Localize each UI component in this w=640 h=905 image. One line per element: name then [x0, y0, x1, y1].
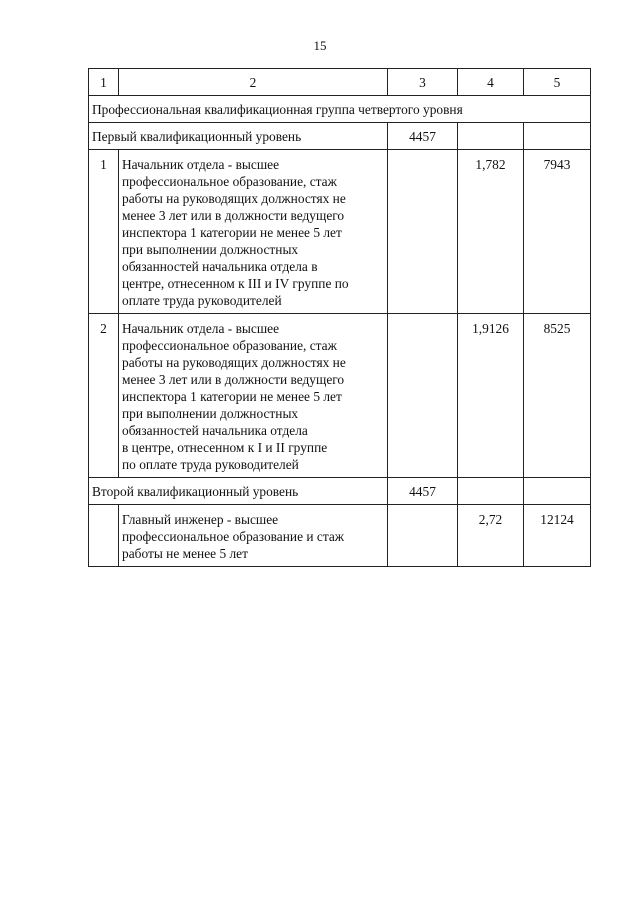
empty-cell — [458, 123, 524, 150]
description-line: Главный инженер - высшее — [122, 512, 279, 527]
header-cell-3: 3 — [388, 69, 458, 96]
row-number: 1 — [89, 150, 119, 314]
description-line: менее 3 лет или в должности ведущего — [122, 372, 345, 387]
description-line: инспектора 1 категории не менее 5 лет — [122, 389, 342, 404]
description-line: в центре, отнесенном к I и II группе — [122, 440, 328, 455]
level-salary: 4457 — [388, 478, 458, 505]
header-cell-2: 2 — [119, 69, 388, 96]
level-salary: 4457 — [388, 123, 458, 150]
total-salary: 12124 — [524, 505, 591, 567]
group-title: Профессиональная квалификационная группа четвертого уровня — [89, 96, 591, 123]
level-title: Первый квалификационный уровень — [89, 123, 388, 150]
empty-cell — [388, 314, 458, 478]
header-cell-4: 4 — [458, 69, 524, 96]
coefficient: 1,9126 — [458, 314, 524, 478]
description-line: по оплате труда руководителей — [122, 457, 299, 472]
description-line: профессиональное образование, стаж — [122, 338, 337, 353]
position-description — [119, 314, 388, 478]
description-line: при выполнении должностных — [122, 406, 299, 421]
level-title: Второй квалификационный уровень — [89, 478, 388, 505]
level-row — [89, 123, 591, 150]
group-title-row — [89, 96, 591, 123]
header-cell-5: 5 — [524, 69, 591, 96]
description-line: инспектора 1 категории не менее 5 лет — [122, 225, 342, 240]
description-line: Начальник отдела - высшее — [122, 157, 280, 172]
description-line: оплате труда руководителей — [122, 293, 282, 308]
total-salary: 7943 — [524, 150, 591, 314]
empty-cell — [524, 123, 591, 150]
description-line: центре, отнесенном к III и IV группе по — [122, 276, 349, 291]
empty-cell — [388, 150, 458, 314]
description-line: профессиональное образование и стаж — [122, 529, 345, 544]
level-row — [89, 478, 591, 505]
description-line: обязанностей начальника отдела — [122, 423, 308, 438]
description-line: при выполнении должностных — [122, 242, 299, 257]
row-number: 2 — [89, 314, 119, 478]
description-line: работы не менее 5 лет — [122, 546, 248, 561]
description-line: менее 3 лет или в должности ведущего — [122, 208, 345, 223]
total-salary: 8525 — [524, 314, 591, 478]
description-line: работы на руководящих должностях не — [122, 355, 346, 370]
table-header-row — [89, 69, 591, 96]
coefficient: 2,72 — [458, 505, 524, 567]
table-row — [89, 314, 591, 478]
empty-cell — [524, 478, 591, 505]
description-line: Начальник отдела - высшее — [122, 321, 280, 336]
empty-cell — [388, 505, 458, 567]
description-line: обязанностей начальника отдела в — [122, 259, 318, 274]
salary-table — [88, 68, 591, 567]
coefficient: 1,782 — [458, 150, 524, 314]
page-number: 15 — [313, 38, 327, 53]
header-cell-1: 1 — [89, 69, 119, 96]
description-line: работы на руководящих должностях не — [122, 191, 346, 206]
position-description — [119, 150, 388, 314]
row-number — [89, 505, 119, 567]
table-row — [89, 150, 591, 314]
empty-cell — [458, 478, 524, 505]
description-line: профессиональное образование, стаж — [122, 174, 337, 189]
position-description — [119, 505, 388, 567]
table-row — [89, 505, 591, 567]
